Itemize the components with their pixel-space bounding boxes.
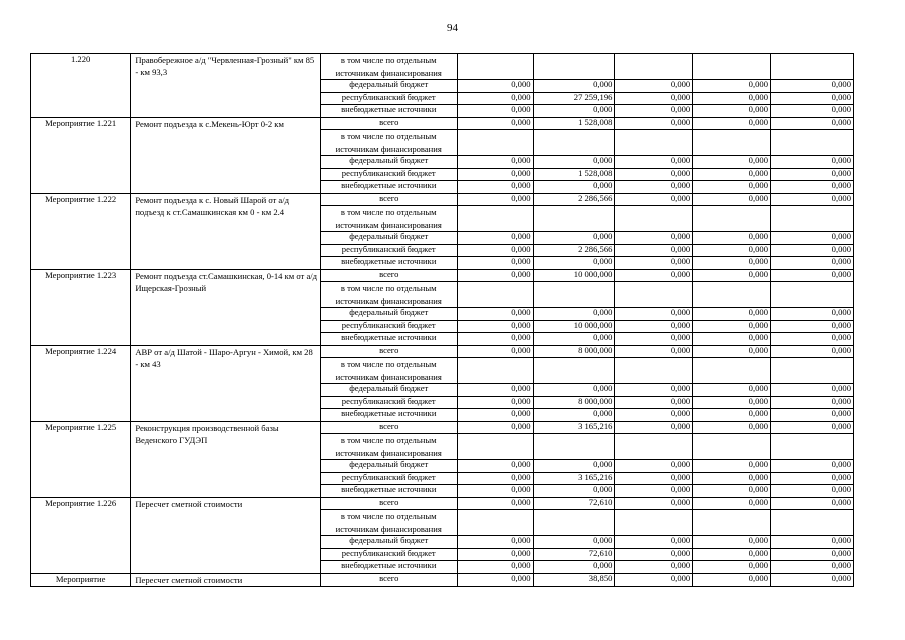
amount-cell: 0,000 [693,193,771,206]
amount-cell: 0,000 [693,181,771,194]
amount-cell: 0,000 [615,396,693,409]
empty-amount-cell [771,434,854,460]
empty-amount-cell [693,510,771,536]
source-label-cell: всего [320,345,457,358]
empty-amount-cell [693,434,771,460]
empty-amount-cell [693,282,771,308]
amount-cell: 0,000 [693,105,771,118]
source-label-cell: республиканский бюджет [320,320,457,333]
empty-amount-cell [693,206,771,232]
amount-cell: 0,000 [533,257,615,270]
amount-cell: 0,000 [771,396,854,409]
amount-cell: 0,000 [457,472,533,485]
table-row [31,497,854,510]
empty-amount-cell [693,54,771,80]
empty-amount-cell [533,54,615,80]
empty-amount-cell [771,54,854,80]
amount-cell: 0,000 [615,485,693,498]
amount-cell: 0,000 [533,485,615,498]
empty-amount-cell [457,130,533,156]
amount-cell: 0,000 [771,561,854,574]
amount-cell: 0,000 [533,536,615,549]
amount-cell: 0,000 [615,320,693,333]
empty-amount-cell [615,206,693,232]
amount-cell: 0,000 [533,333,615,346]
source-label-cell: федеральный бюджет [320,232,457,245]
amount-cell: 0,000 [457,573,533,586]
amount-cell: 1 528,008 [533,117,615,130]
amount-cell: 0,000 [615,92,693,105]
empty-amount-cell [457,282,533,308]
amount-cell: 1 528,008 [533,168,615,181]
budget-table [30,53,854,587]
empty-amount-cell [615,282,693,308]
amount-cell: 0,000 [533,460,615,473]
amount-cell: 0,000 [615,472,693,485]
empty-amount-cell [457,510,533,536]
source-label-cell: в том числе по отдельным источникам финансирования [320,130,457,156]
amount-cell: 0,000 [457,384,533,397]
amount-cell: 0,000 [533,80,615,93]
amount-cell: 0,000 [457,561,533,574]
source-label-cell: в том числе по отдельным источникам финансирования [320,358,457,384]
amount-cell: 0,000 [771,536,854,549]
source-label-cell: внебюджетные источники [320,409,457,422]
amount-cell: 0,000 [771,168,854,181]
amount-cell: 0,000 [771,181,854,194]
source-label-cell: внебюджетные источники [320,485,457,498]
amount-cell: 8 000,000 [533,345,615,358]
amount-cell: 0,000 [771,573,854,586]
empty-amount-cell [771,282,854,308]
source-label-cell: федеральный бюджет [320,536,457,549]
amount-cell: 0,000 [615,548,693,561]
source-label-cell: республиканский бюджет [320,396,457,409]
empty-amount-cell [771,510,854,536]
amount-cell: 0,000 [615,333,693,346]
empty-amount-cell [457,358,533,384]
amount-cell: 0,000 [457,117,533,130]
amount-cell: 0,000 [693,409,771,422]
amount-cell: 0,000 [693,333,771,346]
amount-cell: 0,000 [771,472,854,485]
amount-cell: 8 000,000 [533,396,615,409]
amount-cell: 0,000 [693,485,771,498]
amount-cell: 0,000 [771,345,854,358]
measure-id-cell: Мероприятие 1.223 [31,269,131,345]
amount-cell: 0,000 [457,308,533,321]
amount-cell: 0,000 [615,181,693,194]
amount-cell: 0,000 [533,105,615,118]
amount-cell: 0,000 [533,181,615,194]
empty-amount-cell [533,206,615,232]
amount-cell: 0,000 [771,460,854,473]
amount-cell: 0,000 [771,308,854,321]
source-label-cell: всего [320,421,457,434]
amount-cell: 0,000 [771,333,854,346]
amount-cell: 0,000 [457,421,533,434]
amount-cell: 0,000 [533,156,615,169]
source-label-cell: в том числе по отдельным источникам финансирования [320,510,457,536]
amount-cell: 0,000 [457,244,533,257]
amount-cell: 0,000 [693,308,771,321]
amount-cell: 0,000 [771,232,854,245]
table-row [31,54,854,80]
amount-cell: 38,850 [533,573,615,586]
empty-amount-cell [457,434,533,460]
source-label-cell: внебюджетные источники [320,561,457,574]
amount-cell: 0,000 [693,460,771,473]
source-label-cell: внебюджетные источники [320,333,457,346]
budget-table-body [31,54,854,587]
amount-cell: 0,000 [457,333,533,346]
amount-cell: 0,000 [457,257,533,270]
amount-cell: 0,000 [615,156,693,169]
source-label-cell: в том числе по отдельным источникам финансирования [320,282,457,308]
source-label-cell: в том числе по отдельным источникам финансирования [320,54,457,80]
amount-cell: 0,000 [771,320,854,333]
amount-cell: 0,000 [457,168,533,181]
amount-cell: 2 286,566 [533,244,615,257]
empty-amount-cell [615,54,693,80]
amount-cell: 0,000 [615,345,693,358]
empty-amount-cell [771,206,854,232]
amount-cell: 0,000 [771,80,854,93]
amount-cell: 0,000 [693,384,771,397]
amount-cell: 0,000 [615,497,693,510]
source-label-cell: внебюджетные источники [320,257,457,270]
amount-cell: 0,000 [693,561,771,574]
amount-cell: 10 000,000 [533,320,615,333]
amount-cell: 0,000 [457,536,533,549]
source-label-cell: всего [320,497,457,510]
amount-cell: 0,000 [615,232,693,245]
measure-id-cell: Мероприятие 1.225 [31,421,131,497]
measure-id-cell: Мероприятие [31,573,131,586]
amount-cell: 0,000 [615,573,693,586]
amount-cell: 0,000 [771,384,854,397]
amount-cell: 0,000 [693,421,771,434]
amount-cell: 0,000 [457,345,533,358]
amount-cell: 0,000 [615,269,693,282]
table-row [31,573,854,586]
amount-cell: 0,000 [533,409,615,422]
empty-amount-cell [771,130,854,156]
amount-cell: 0,000 [771,117,854,130]
empty-amount-cell [457,54,533,80]
amount-cell: 0,000 [615,561,693,574]
amount-cell: 2 286,566 [533,193,615,206]
source-label-cell: федеральный бюджет [320,460,457,473]
empty-amount-cell [615,358,693,384]
amount-cell: 0,000 [457,269,533,282]
source-label-cell: республиканский бюджет [320,168,457,181]
amount-cell: 0,000 [771,244,854,257]
source-label-cell: федеральный бюджет [320,384,457,397]
table-row [31,345,854,358]
amount-cell: 0,000 [457,320,533,333]
amount-cell: 0,000 [771,156,854,169]
source-label-cell: республиканский бюджет [320,92,457,105]
amount-cell: 0,000 [533,308,615,321]
amount-cell: 0,000 [615,193,693,206]
amount-cell: 0,000 [615,168,693,181]
amount-cell: 0,000 [615,80,693,93]
amount-cell: 0,000 [457,548,533,561]
measure-name-cell: АВР от а/д Шатой - Шаро-Аргун - Химой, км 28 - км 43 [131,345,320,421]
empty-amount-cell [533,434,615,460]
amount-cell: 0,000 [693,117,771,130]
amount-cell: 3 165,216 [533,421,615,434]
empty-amount-cell [533,510,615,536]
amount-cell: 0,000 [771,485,854,498]
amount-cell: 0,000 [457,460,533,473]
amount-cell: 0,000 [457,485,533,498]
source-label-cell: республиканский бюджет [320,548,457,561]
amount-cell: 0,000 [771,105,854,118]
amount-cell: 0,000 [771,421,854,434]
amount-cell: 0,000 [693,345,771,358]
amount-cell: 0,000 [693,156,771,169]
empty-amount-cell [615,434,693,460]
amount-cell: 0,000 [693,168,771,181]
amount-cell: 0,000 [533,561,615,574]
amount-cell: 0,000 [771,409,854,422]
amount-cell: 0,000 [771,193,854,206]
amount-cell: 10 000,000 [533,269,615,282]
amount-cell: 0,000 [693,548,771,561]
amount-cell: 0,000 [771,257,854,270]
measure-name-cell: Ремонт подъезда ст.Самашкинская, 0-14 км от а/д Ищерская-Грозный [131,269,320,345]
amount-cell: 0,000 [457,232,533,245]
amount-cell: 72,610 [533,548,615,561]
measure-id-cell: Мероприятие 1.222 [31,193,131,269]
amount-cell: 0,000 [457,409,533,422]
source-label-cell: федеральный бюджет [320,156,457,169]
source-label-cell: внебюджетные источники [320,105,457,118]
amount-cell: 0,000 [693,472,771,485]
amount-cell: 0,000 [457,105,533,118]
empty-amount-cell [771,358,854,384]
amount-cell: 0,000 [615,409,693,422]
source-label-cell: республиканский бюджет [320,244,457,257]
amount-cell: 0,000 [615,421,693,434]
amount-cell: 0,000 [615,117,693,130]
source-label-cell: всего [320,269,457,282]
amount-cell: 0,000 [693,244,771,257]
amount-cell: 0,000 [615,244,693,257]
amount-cell: 72,610 [533,497,615,510]
empty-amount-cell [615,510,693,536]
empty-amount-cell [533,130,615,156]
source-label-cell: в том числе по отдельным источникам финансирования [320,434,457,460]
measure-name-cell: Пересчет сметной стоимости [131,497,320,573]
source-label-cell: всего [320,117,457,130]
amount-cell: 0,000 [771,269,854,282]
empty-amount-cell [693,358,771,384]
measure-name-cell: Правобережное а/д "Червленная-Грозный" км 85 - км 93,3 [131,54,320,118]
source-label-cell: внебюджетные источники [320,181,457,194]
amount-cell: 0,000 [615,384,693,397]
source-label-cell: республиканский бюджет [320,472,457,485]
measure-id-cell: Мероприятие 1.221 [31,117,131,193]
source-label-cell: всего [320,573,457,586]
amount-cell: 0,000 [457,181,533,194]
measure-name-cell: Реконструкция производственной базы Веденского ГУДЭП [131,421,320,497]
table-row [31,193,854,206]
amount-cell: 0,000 [693,257,771,270]
amount-cell: 0,000 [457,497,533,510]
source-label-cell: всего [320,193,457,206]
amount-cell: 0,000 [615,257,693,270]
amount-cell: 0,000 [693,573,771,586]
source-label-cell: федеральный бюджет [320,308,457,321]
table-row [31,117,854,130]
amount-cell: 0,000 [457,80,533,93]
amount-cell: 0,000 [693,80,771,93]
amount-cell: 0,000 [693,536,771,549]
measure-id-cell: Мероприятие 1.226 [31,497,131,573]
source-label-cell: федеральный бюджет [320,80,457,93]
table-row [31,421,854,434]
amount-cell: 3 165,216 [533,472,615,485]
amount-cell: 0,000 [457,396,533,409]
amount-cell: 0,000 [457,193,533,206]
amount-cell: 27 259,196 [533,92,615,105]
measure-name-cell: Ремонт подъезда к с. Новый Шарой от а/д подъезд к ст.Самашкинская км 0 - км 2.4 [131,193,320,269]
amount-cell: 0,000 [693,497,771,510]
amount-cell: 0,000 [771,92,854,105]
empty-amount-cell [457,206,533,232]
amount-cell: 0,000 [693,232,771,245]
source-label-cell: в том числе по отдельным источникам финансирования [320,206,457,232]
empty-amount-cell [533,282,615,308]
empty-amount-cell [533,358,615,384]
empty-amount-cell [615,130,693,156]
empty-amount-cell [693,130,771,156]
amount-cell: 0,000 [771,548,854,561]
amount-cell: 0,000 [693,320,771,333]
amount-cell: 0,000 [693,269,771,282]
measure-name-cell: Пересчет сметной стоимости [131,573,320,586]
amount-cell: 0,000 [693,396,771,409]
amount-cell: 0,000 [693,92,771,105]
amount-cell: 0,000 [457,156,533,169]
measure-id-cell: Мероприятие 1.224 [31,345,131,421]
page-number: 94 [447,22,458,34]
amount-cell: 0,000 [615,308,693,321]
amount-cell: 0,000 [771,497,854,510]
amount-cell: 0,000 [615,536,693,549]
amount-cell: 0,000 [457,92,533,105]
amount-cell: 0,000 [615,460,693,473]
measure-name-cell: Ремонт подъезда к с.Мекень-Юрт 0-2 км [131,117,320,193]
table-row [31,269,854,282]
measure-id-cell: 1.220 [31,54,131,118]
amount-cell: 0,000 [615,105,693,118]
amount-cell: 0,000 [533,384,615,397]
amount-cell: 0,000 [533,232,615,245]
